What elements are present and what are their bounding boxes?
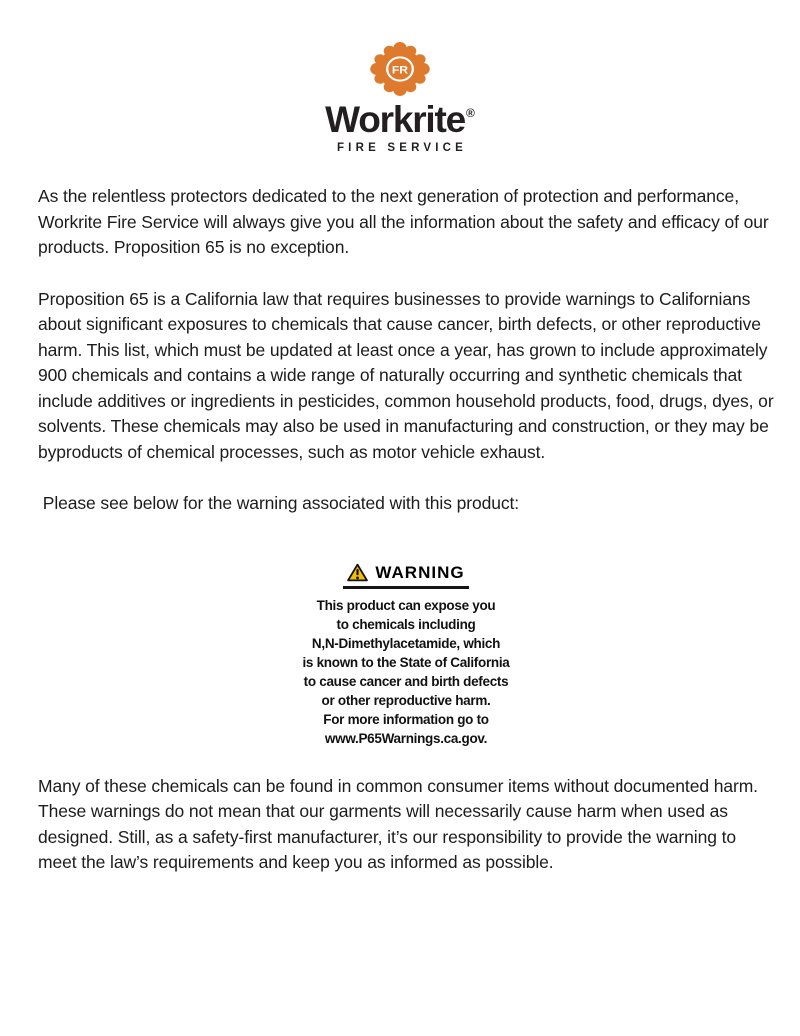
paragraph-disclaimer: Many of these chemicals can be found in common consumer items without documented harm. These warnings do not mean that our garments will necessarily cause harm when used as designed. Still, as a safety-first manufacturer, it’s our responsibility to provide the warning to meet the law’s requirements and keep you as informed as possible. [38,775,758,872]
warning-line: www.P65Warnings.ca.gov. [324,730,488,746]
warning-triangle-icon [347,563,368,582]
brand-wordmark [325,101,475,138]
warning-heading [276,563,536,583]
brand-tagline: FIRE SERVICE [336,142,468,154]
warning-heading-text: WARNING [375,562,465,582]
brand-name: Workrite [325,99,465,140]
paragraph-see-below: Please see below for the warning associated with this product: [38,493,520,513]
warning-line: N,N-Dimethylacetamide, which [311,635,501,651]
warning-line: For more information go to [323,711,489,727]
paragraph-intro: As the relentless protectors dedicated to the next generation of protection and performance, Workrite Fire Service will always give you all the information about the safety and efficacy of our products. Proposition 65 is no exception. [38,186,769,257]
warning-line: to cause cancer and birth defects [303,673,509,689]
warning-underline [343,586,469,589]
prop65-warning-label [276,563,536,748]
warning-line: or other reproductive harm. [321,692,491,708]
warning-text-lines [276,596,536,748]
warning-line: is known to the State of California [302,654,510,670]
warning-line: This product can expose you [316,597,496,613]
logo-block [0,0,800,154]
document-body [0,184,800,876]
paragraph-prop65-explanation: Proposition 65 is a California law that requires businesses to provide warnings to Californians about significant exposures to chemicals that cause cancer, birth defects, or other reproductive harm. This list, which must be updated at least once a year, has grown to include approximately 900 chemicals and contains a wide range of naturally occurring and synthetic chemicals that include additives or ingredients in pesticides, common household products, food, drugs, dyes, or solvents. These chemicals may also be used in manufacturing and construction, or they may be byproducts of chemical processes, such as motor vehicle exhaust. [38,288,774,462]
registered-mark-icon: ® [465,106,475,120]
fire-cross-badge-icon [368,40,432,98]
badge-initials: FR [391,63,409,77]
warning-line: to chemicals including [336,616,476,632]
